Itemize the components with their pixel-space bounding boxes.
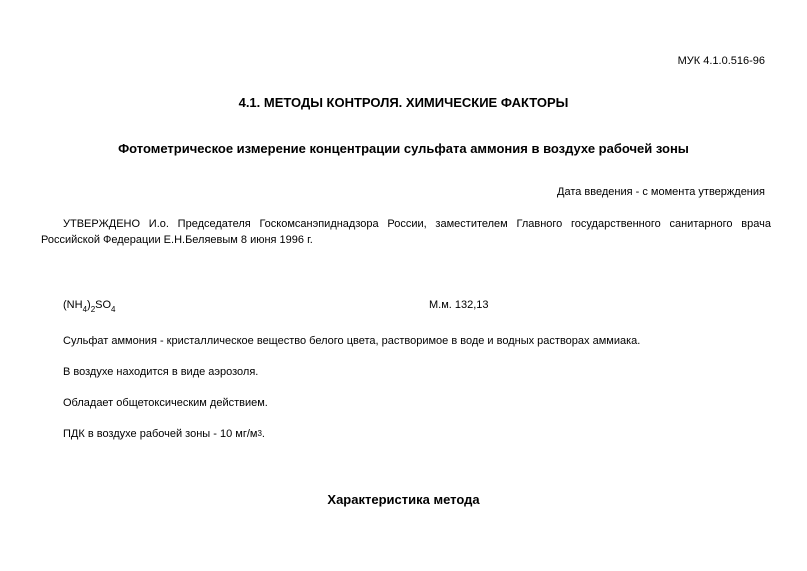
chemical-formula	[63, 299, 116, 314]
document-title: Фотометрическое измерение концентрации сульфата аммония в воздухе рабочей зоны	[118, 141, 689, 156]
toxicity-paragraph: Обладает общетоксическим действием.	[63, 397, 268, 409]
state-paragraph: В воздухе находится в виде аэрозоля.	[63, 366, 259, 378]
formula-subscript: 4	[82, 305, 88, 314]
pdk-text: ПДК в воздухе рабочей зоны - 10 мг/м	[63, 428, 258, 440]
pdk-paragraph	[63, 428, 265, 440]
section-title: 4.1. МЕТОДЫ КОНТРОЛЯ. ХИМИЧЕСКИЕ ФАКТОРЫ	[238, 95, 569, 110]
approval-paragraph: УТВЕРЖДЕНО И.о. Председателя Госкомсанэпиднадзора России, заместителем Главного государственного санитарного врача Российской Федерации Е.Н.Беляевым 8 июня 1996 г.	[41, 218, 771, 246]
document-code: МУК 4.1.0.516-96	[677, 55, 765, 67]
formula-part: )	[87, 299, 91, 311]
description-paragraph: Сульфат аммония - кристаллическое вещество белого цвета, растворимое в воде и водных растворах аммиака.	[63, 335, 641, 347]
formula-part: SO	[95, 299, 112, 311]
formula-part: (NH	[63, 299, 83, 311]
effective-date: Дата введения - с момента утверждения	[557, 186, 765, 198]
formula-subscript: 4	[111, 305, 116, 314]
formula-subscript: 2	[90, 305, 96, 314]
pdk-superscript: 3	[257, 429, 262, 438]
molar-mass: М.м. 132,13	[429, 299, 489, 311]
method-characteristics-heading: Характеристика метода	[327, 492, 480, 507]
pdk-end: .	[261, 428, 265, 440]
